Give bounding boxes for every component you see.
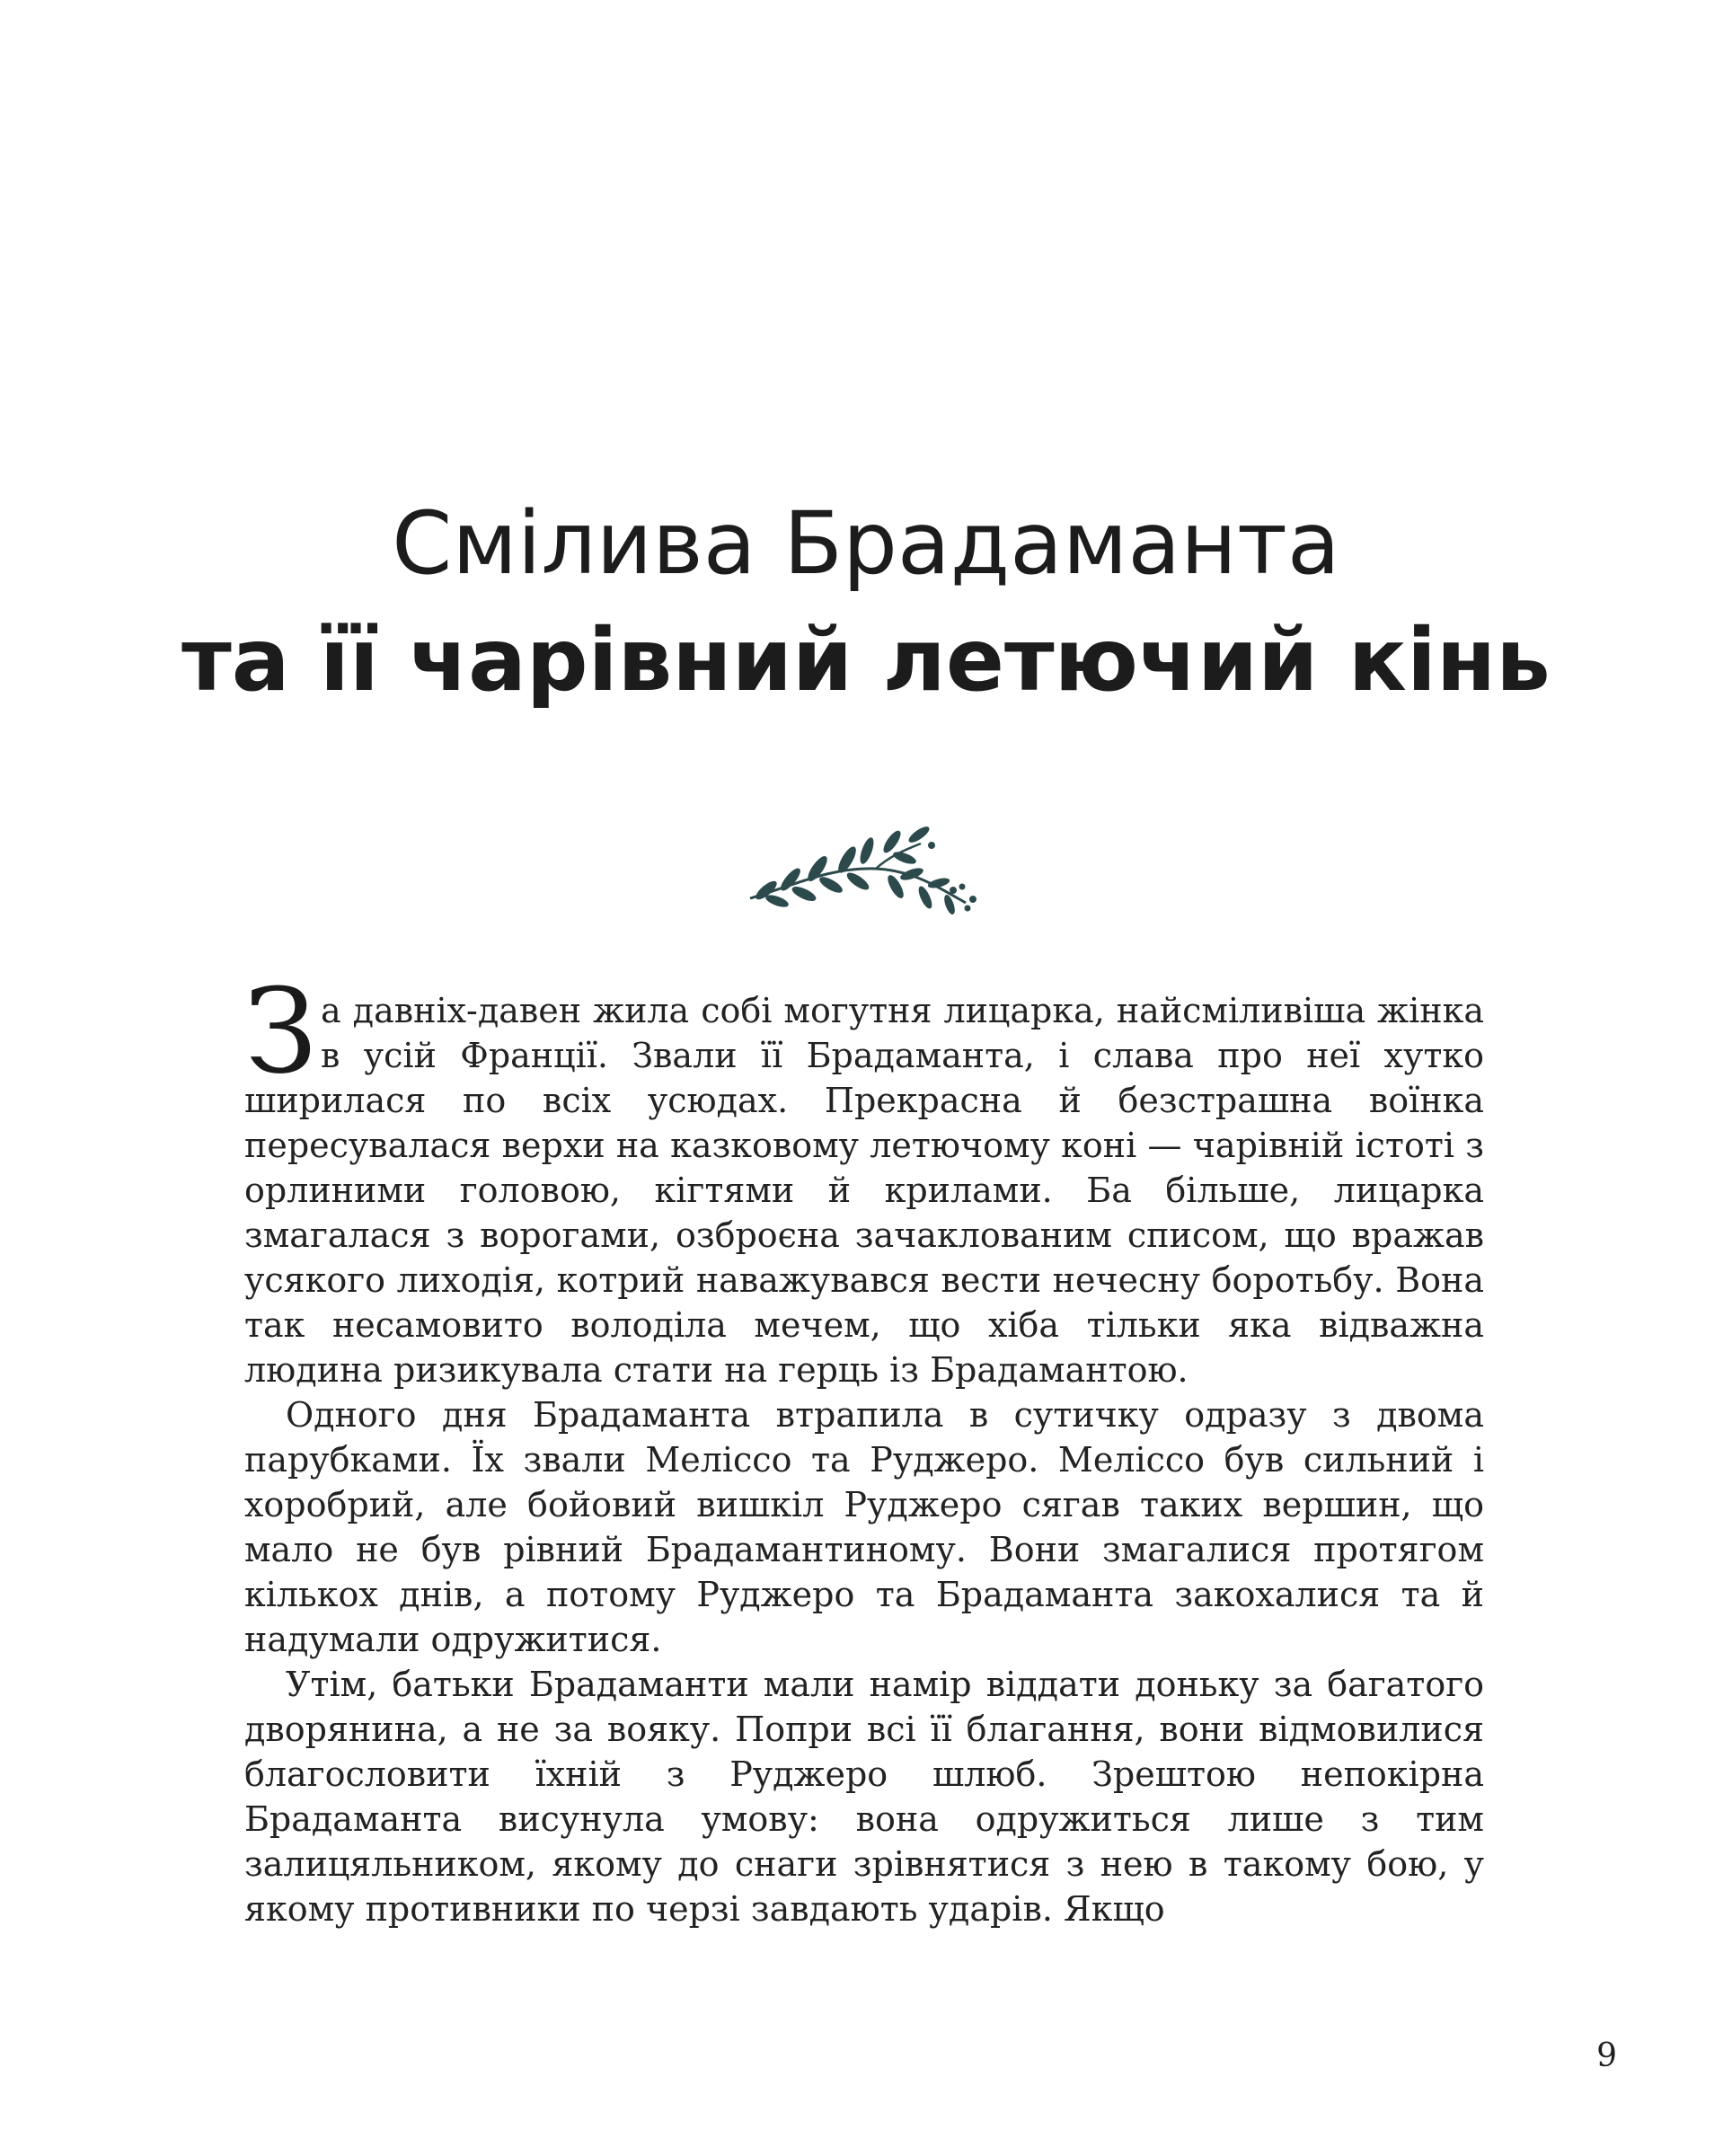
laurel-branch-icon — [741, 822, 993, 925]
chapter-title-line-1: Смілива Брадаманта — [392, 493, 1340, 594]
story-text — [244, 963, 1484, 1931]
paragraph — [244, 1662, 1484, 1931]
paragraph-text: а давніх-давен жила собі могутня лицарка, найсміливіша жінка в усій Франції. Звали її Брадаманта, і слава про неї хутко ширилася по всіх усюдах. Прекрасна й безстрашна воїнка пересувалася верхи на казковому летючому коні — чарівній істоті з орлиними головою, кігтями й крилами. Ба більше, лицарка змагалася з ворогами, озброєна зачаклованим списом, що вражав усякого лиходія, котрий наважувався вести нечесну боротьбу. Вона так несамовито володіла мечем, що хіба тільки яка відважна людина ризикувала стати на герць із Брадамантою. — [244, 991, 1484, 1390]
paragraph-text: Утім, батьки Брадаманти мали намір віддати доньку за багатого дворянина, а не за вояку. Попри всі її благання, вони відмовилися благословити їхній з Руджеро шлюб. Зрештою непокірна Брадаманта висунула умову: вона одружиться лише з тим залицяльником, якому до снаги зрівнятися з нею в такому бою, у якому противники по черзі завдають ударів. Якщо — [244, 1665, 1484, 1929]
page-number: 9 — [1596, 2037, 1617, 2074]
drop-cap: З — [244, 963, 317, 1100]
chapter-title-line-2: та її чарівний летючий кінь — [181, 610, 1551, 711]
chapter-title — [0, 485, 1732, 719]
paragraph — [244, 1392, 1484, 1662]
paragraph — [244, 963, 1484, 1392]
paragraph-text: Одного дня Брадаманта втрапила в сутичку одразу з двома парубками. Їх звали Мелiссо та Руджеро. Мелiссо був сильний і хоробрий, але бойовий вишкіл Руджеро сягав таких вершин, що мало не був рівний Брадамантиному. Вони змагалися протягом кількох днів, а потому Руджеро та Брадаманта закохалися та й надумали одружитися. — [244, 1395, 1484, 1659]
